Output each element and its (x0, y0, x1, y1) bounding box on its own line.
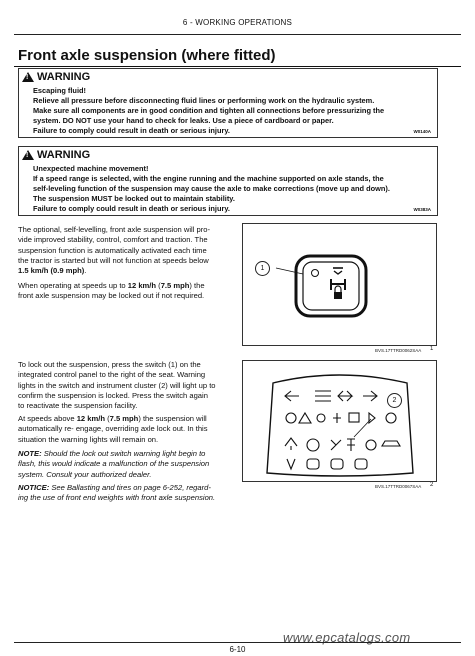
speed-value: 1.5 km/h (0.9 mph) (18, 266, 85, 276)
warning-line: self-leveling function of the suspension may cause the axle to make corrections (move up and down). (33, 184, 390, 193)
title-rule (14, 66, 461, 67)
warning-label: WARNING (37, 71, 91, 83)
header-rule (14, 34, 461, 35)
warning-line: Make sure all components are in good condition and tighten all connections before pressurizing the (33, 106, 385, 115)
text-line: To lock out the suspension, press the switch (1) on the (18, 360, 201, 369)
text-fragment: . (84, 266, 87, 276)
text-fragment: ) the suspension will (138, 414, 207, 423)
text-line: integrated control panel to the right of the seat. Warning (18, 370, 206, 380)
lockout-speed-paragraph (18, 281, 226, 302)
callout-1: 1 (255, 261, 270, 276)
speed-value: 7.5 mph (109, 414, 139, 423)
text-line: suspension function is automatically activated each time (18, 245, 207, 255)
text-line: front axle suspension may be locked out if not required. (18, 291, 205, 301)
text-line: confirm the suspension is locked. Press the switch again (18, 390, 208, 400)
speed-value: 12 km/h (76, 414, 105, 423)
page-title: Front axle suspension (where fitted) (18, 47, 276, 64)
warning-box-2 (18, 146, 438, 216)
text-line: flash, this would indicate a malfunction of the suspension (18, 459, 210, 469)
warning-code: W0140A (413, 129, 431, 134)
warning-header (22, 149, 90, 161)
warning-label: WARNING (37, 149, 91, 161)
text-fragment: ( (156, 281, 161, 290)
text-line: the tractor is started but will not function at speeds below (18, 255, 209, 265)
figure-2 (242, 360, 437, 482)
text-fragment: See Ballasting and tires on page 6-252, regard- (49, 483, 211, 492)
warning-box-1 (18, 68, 438, 138)
callout-2: 2 (387, 393, 402, 408)
figure-1 (242, 223, 437, 346)
warning-line: The suspension MUST be locked out to maintain stability. (33, 194, 235, 203)
text-line: ing the use of front end weights with front axle suspension. (18, 493, 216, 503)
notice-ballasting (18, 483, 226, 504)
text-line: vide improved stability, control, comfort and traction. The (18, 235, 208, 245)
text-line: system. Consult your authorized dealer. (18, 469, 152, 479)
reengage-paragraph (18, 414, 226, 445)
warning-line: Failure to comply could result in death or serious injury. (33, 126, 230, 135)
text-fragment: When operating at speeds up to (18, 281, 128, 290)
warning-line: If a speed range is selected, with the engine running and the machine supported on axle stands, the (33, 174, 384, 183)
warning-code: W0383A (413, 207, 431, 212)
warning-header (22, 71, 90, 83)
suspension-switch-illustration (243, 224, 436, 345)
note-malfunction (18, 449, 226, 480)
text-fragment: ( (104, 414, 110, 423)
text-line: situation the warning lights will remain on. (18, 434, 159, 444)
text-line: automatically re- engage, overriding axle lock out. In this (18, 424, 208, 434)
figure-number: 2 (430, 482, 434, 488)
warning-line: Unexpected machine movement! (33, 164, 149, 173)
text-line: to reactivate the suspension facility. (18, 401, 138, 411)
text-fragment: ) the (189, 281, 205, 290)
warning-line: Escaping fluid! (33, 86, 86, 95)
notice-label: NOTICE: (18, 483, 50, 492)
footer-rule (14, 642, 461, 643)
intro-paragraph (18, 225, 226, 276)
text-fragment: At speeds above (18, 414, 77, 423)
speed-value: 7.5 mph (160, 281, 190, 290)
warning-triangle-icon: ! (22, 72, 34, 82)
text-line: lights in the switch and instrument cluster (2) will light up to (18, 380, 216, 390)
figure-caption: BVS.17TTRD0062SAA (375, 348, 422, 353)
page-number: 6-10 (229, 645, 246, 654)
instrument-cluster-illustration (243, 361, 436, 481)
warning-line: Relieve all pressure before disconnecting fluid lines or performing work on the hydraulic system. (33, 96, 375, 105)
watermark: www.epcatalogs.com (283, 630, 411, 645)
figure-number: 1 (430, 346, 434, 352)
lockout-procedure-paragraph (18, 360, 226, 411)
warning-triangle-icon: ! (22, 150, 34, 160)
section-header: 6 - WORKING OPERATIONS (182, 18, 293, 27)
warning-line: system. DO NOT use your hand to check for leaks. Use a piece of cardboard or paper. (33, 116, 334, 125)
figure-caption: BVS.17TTRD0067SAA (375, 484, 422, 489)
warning-line: Failure to comply could result in death or serious injury. (33, 204, 230, 213)
note-label: NOTE: (18, 449, 42, 458)
text-line: The optional, self-levelling, front axle suspension will pro- (18, 225, 211, 234)
text-fragment: Should the lock out switch warning light begin to (41, 449, 206, 458)
speed-value: 12 km/h (127, 281, 157, 290)
